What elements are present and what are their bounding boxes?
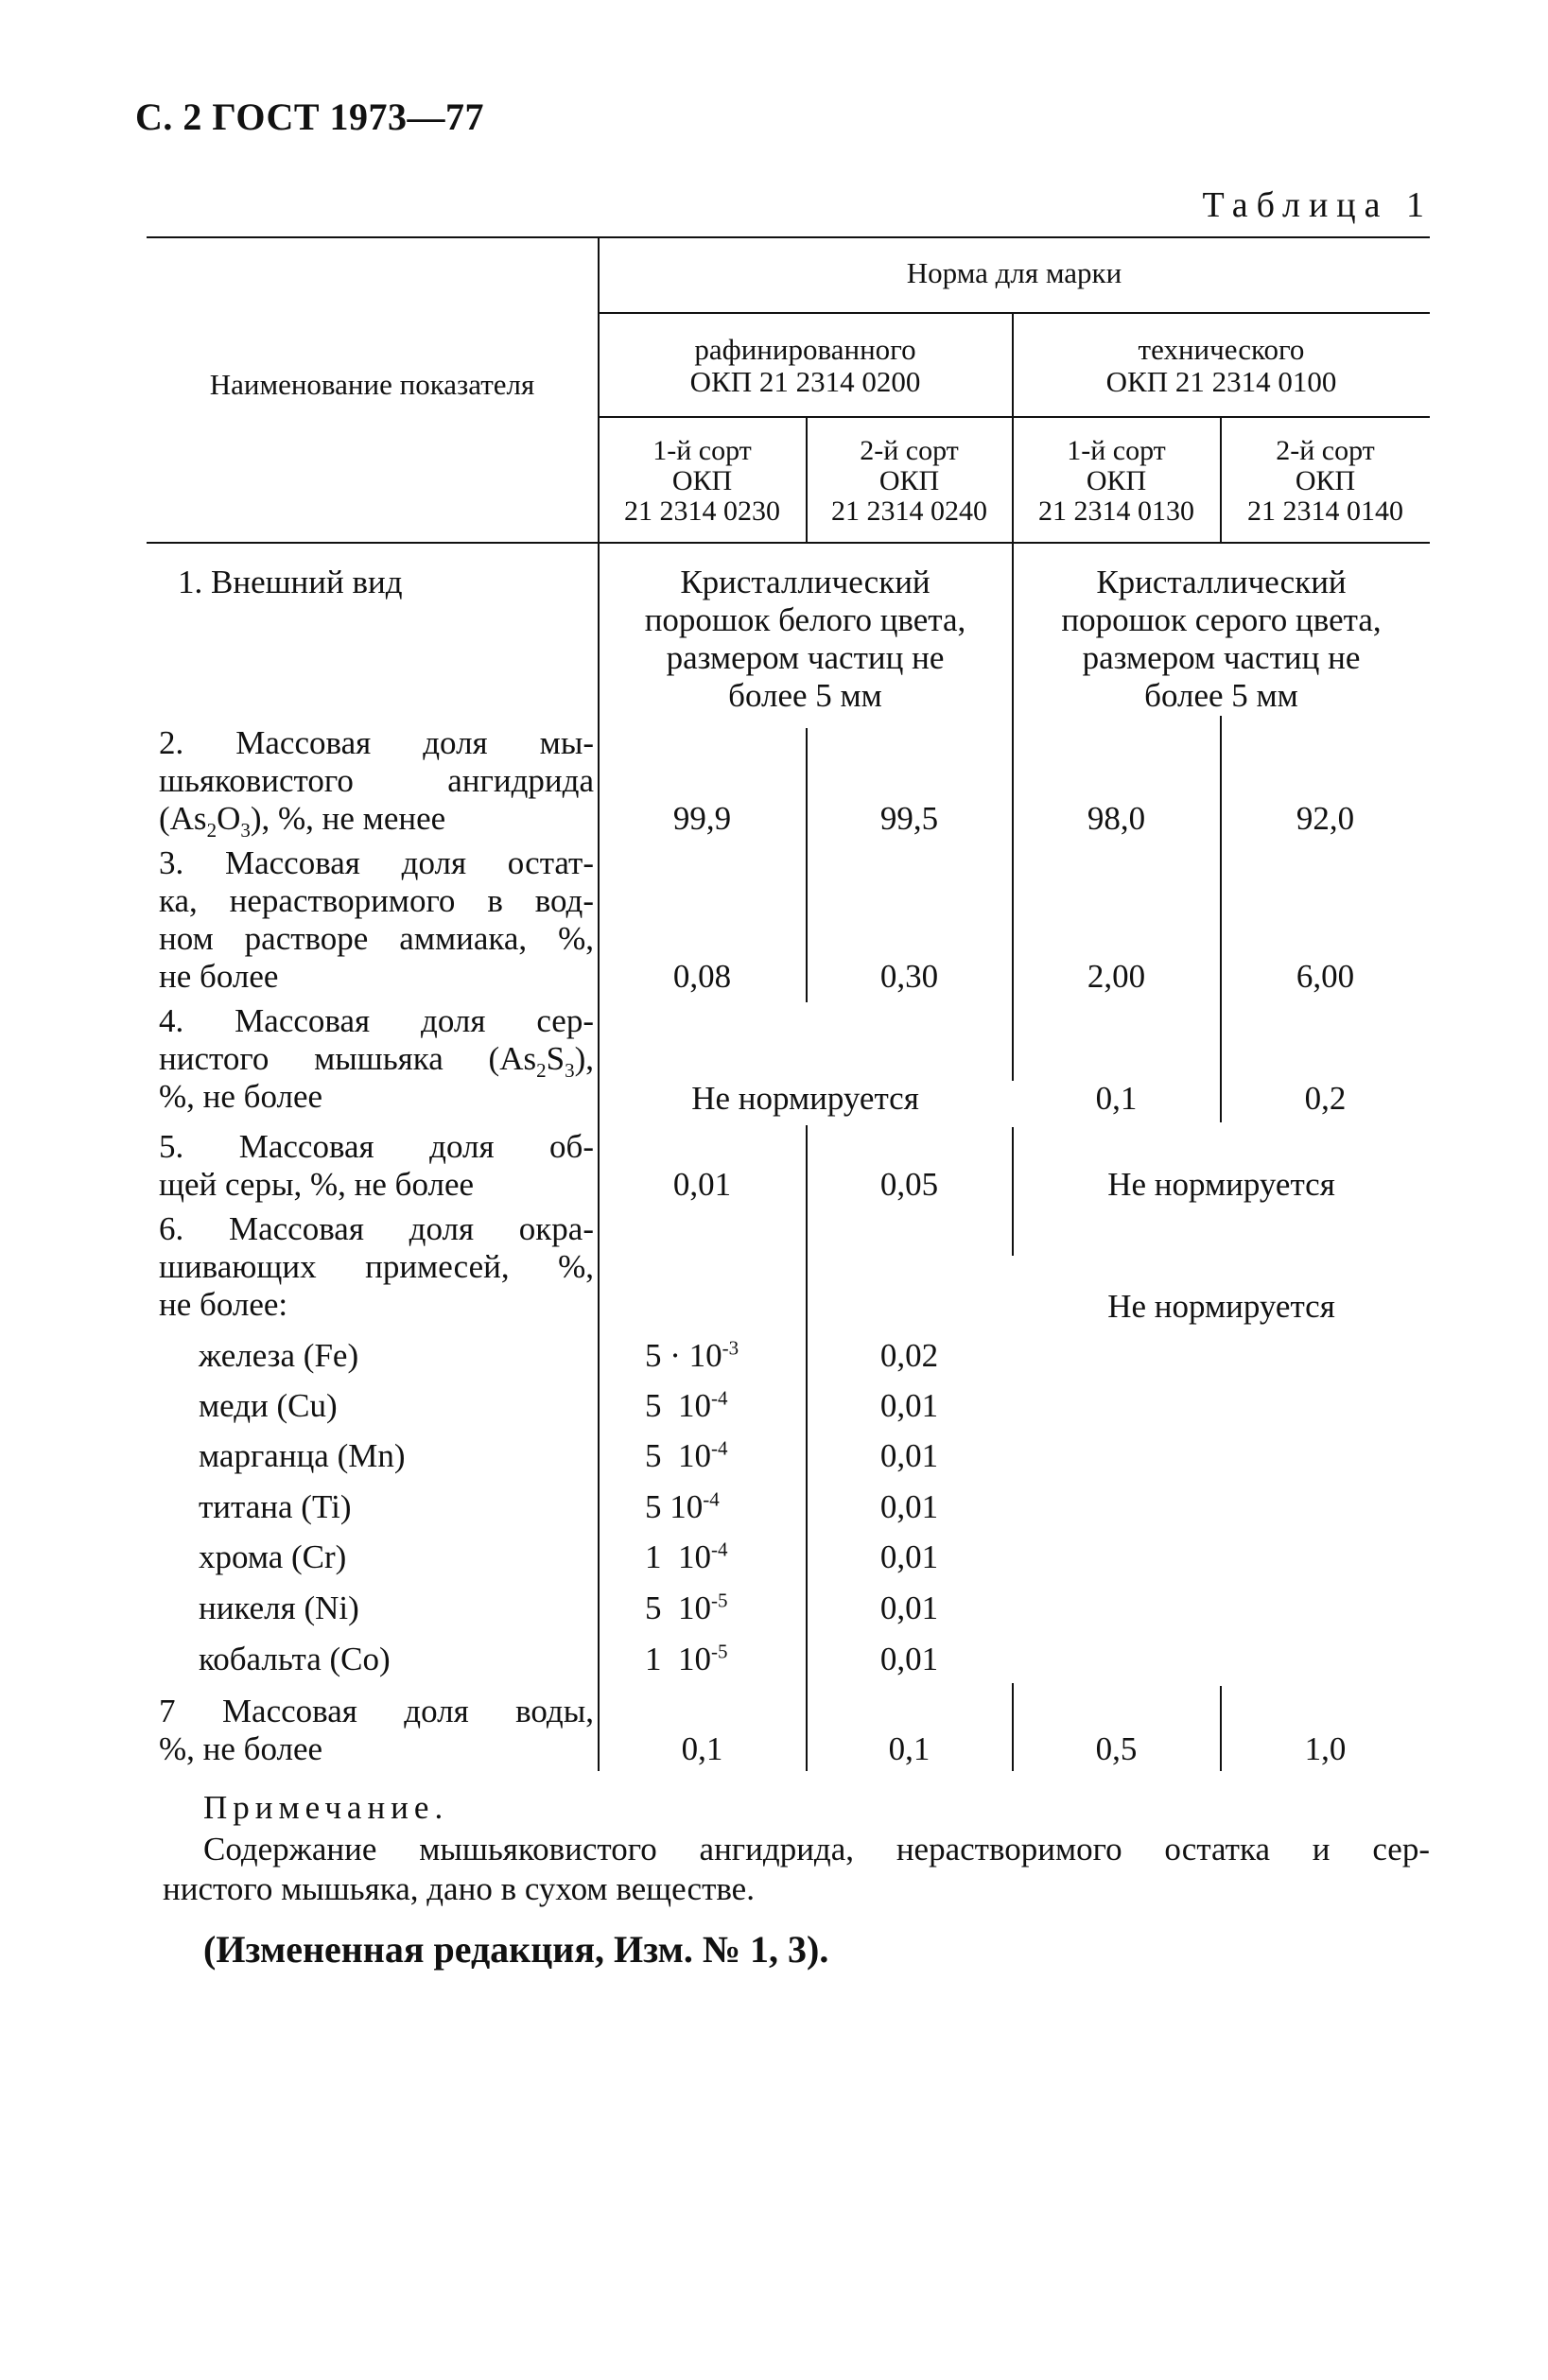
exponent: -4 <box>711 1436 728 1460</box>
subscript: 2 <box>536 1059 547 1082</box>
label-line: 4. Массовая доля сер- <box>159 1002 594 1039</box>
row-7-value: 1,0 <box>1304 1730 1347 1767</box>
technical-brand-header <box>1013 334 1430 398</box>
exponent: -4 <box>711 1386 728 1410</box>
label-part: (As <box>159 800 207 837</box>
row-3-value: 0,30 <box>879 958 939 995</box>
okp-label: ОКП <box>671 465 733 496</box>
row-5-technical-text: Не нормируется <box>1107 1166 1335 1203</box>
label-part: O <box>217 800 241 837</box>
okp-code: 21 2314 0140 <box>1247 495 1403 527</box>
brand-rule <box>599 416 1430 418</box>
refined-brand-okp: ОКП 21 2314 0200 <box>689 365 921 398</box>
mantissa: 5 10 <box>645 1488 704 1525</box>
grade-label: 2-й сорт <box>860 435 959 466</box>
impurity-name: кобальта (Co) <box>199 1641 391 1677</box>
row-4-refined-text: Не нормируется <box>691 1080 919 1117</box>
row-7-label <box>159 1693 594 1768</box>
label-line: шивающих примесей, %, <box>159 1248 594 1285</box>
label-line: ка, нерастворимого в вод- <box>159 882 594 919</box>
row-1-technical-description <box>1013 564 1430 715</box>
row-4-value: 0,1 <box>1095 1080 1138 1117</box>
grade-label: 1-й сорт <box>1067 435 1166 466</box>
label-line <box>159 800 594 842</box>
mantissa: 5 10 <box>645 1590 711 1626</box>
label-line: 7 Массовая доля воды, <box>159 1693 594 1729</box>
mantissa: 5 · 10 <box>645 1337 722 1374</box>
row-5-label <box>159 1128 594 1204</box>
label-line: не более: <box>159 1286 288 1323</box>
row-2-value: 99,9 <box>672 800 732 837</box>
impurity-refined-g1 <box>645 1590 728 1627</box>
impurity-refined-g1 <box>645 1641 728 1678</box>
row-4-label <box>159 1002 594 1116</box>
row-7-value: 0,1 <box>888 1730 931 1767</box>
impurity-refined-g2: 0,01 <box>879 1437 939 1474</box>
description-line: размером частиц не <box>666 639 945 676</box>
mantissa: 5 10 <box>645 1387 711 1424</box>
impurity-refined-g1 <box>645 1337 739 1375</box>
table-caption: Таблица 1 <box>1202 185 1433 225</box>
change-note: (Измененная редакция, Изм. № 1, 3). <box>203 1928 829 1971</box>
mantissa: 5 10 <box>645 1437 711 1474</box>
okp-code: 21 2314 0130 <box>1038 495 1194 527</box>
label-line: 3. Массовая доля остат- <box>159 844 594 881</box>
okp-label: ОКП <box>1086 465 1147 496</box>
impurity-name: хрома (Cr) <box>199 1538 347 1575</box>
refined-brand-header <box>599 334 1012 398</box>
label-line: шьяковистого ангидрида <box>159 762 594 799</box>
exponent: -5 <box>711 1589 728 1612</box>
impurity-refined-g2: 0,01 <box>879 1538 939 1575</box>
impurity-name: никеля (Ni) <box>199 1590 359 1626</box>
impurity-refined-g2: 0,01 <box>879 1488 939 1525</box>
exponent: -4 <box>703 1487 720 1511</box>
row-3-value: 6,00 <box>1296 958 1355 995</box>
grade-label: 2-й сорт <box>1276 435 1375 466</box>
row-2-value: 92,0 <box>1296 800 1355 837</box>
row-3-label <box>159 844 594 996</box>
exponent: -4 <box>711 1537 728 1561</box>
label-line: 5. Массовая доля об- <box>159 1128 594 1165</box>
impurity-refined-g1 <box>645 1387 728 1425</box>
table-top-rule <box>147 236 1430 238</box>
label-line <box>159 1040 594 1082</box>
impurity-refined-g2: 0,01 <box>879 1641 939 1677</box>
impurity-refined-g1 <box>645 1488 720 1526</box>
description-line: размером частиц не <box>1082 639 1361 676</box>
refined-grade1-header <box>599 436 806 527</box>
label-part: S <box>546 1040 565 1077</box>
row-2-value: 98,0 <box>1087 800 1146 837</box>
row-2-label <box>159 724 594 842</box>
impurity-name: меди (Cu) <box>199 1387 338 1424</box>
label-part: ), <box>574 1040 594 1077</box>
label-line: 2. Массовая доля мы- <box>159 724 594 761</box>
okp-code: 21 2314 0240 <box>831 495 987 527</box>
row-4-value: 0,2 <box>1304 1080 1347 1117</box>
description-line: более 5 мм <box>728 677 882 714</box>
label-line: ном растворе аммиака, %, <box>159 920 594 957</box>
impurity-refined-g1 <box>645 1437 728 1475</box>
row-2-value: 99,5 <box>879 800 939 837</box>
technical-grade2-header <box>1221 436 1430 527</box>
refined-brand-name: рафинированного <box>694 333 916 366</box>
impurity-name: титана (Ti) <box>199 1488 352 1525</box>
label-line: не более <box>159 958 279 995</box>
label-part: ), %, не менее <box>250 800 446 837</box>
okp-label: ОКП <box>878 465 940 496</box>
okp-label: ОКП <box>1295 465 1356 496</box>
label-line: %, не более <box>159 1078 323 1115</box>
description-line: Кристаллический <box>680 564 931 600</box>
row-1-label: 1. Внешний вид <box>178 564 403 600</box>
row-5-value: 0,05 <box>879 1166 939 1203</box>
label-part: нистого мышьяка (As <box>159 1040 537 1077</box>
norm-group-header: Норма для марки <box>906 256 1122 289</box>
row-1-refined-description <box>599 564 1012 715</box>
refined-grade2-header <box>807 436 1012 527</box>
description-line: порошок белого цвета, <box>644 601 966 638</box>
row-6-label <box>159 1210 594 1324</box>
mantissa: 1 10 <box>645 1538 711 1575</box>
impurity-refined-g2: 0,01 <box>879 1387 939 1424</box>
impurity-name: марганца (Mn) <box>199 1437 406 1474</box>
body-col-divider <box>598 542 600 1771</box>
description-line: Кристаллический <box>1096 564 1347 600</box>
subscript: 2 <box>206 819 217 842</box>
row-3-value: 2,00 <box>1087 958 1146 995</box>
header-bottom-rule <box>147 542 1430 544</box>
row-6-technical-text: Не нормируется <box>1107 1288 1335 1325</box>
row-5-value: 0,01 <box>672 1166 732 1203</box>
technical-brand-okp: ОКП 21 2314 0100 <box>1105 365 1337 398</box>
subscript: 3 <box>240 819 251 842</box>
impurity-refined-g2: 0,01 <box>879 1590 939 1626</box>
grade-label: 1-й сорт <box>652 435 752 466</box>
note-title: Примечание. <box>203 1789 449 1826</box>
note-text <box>163 1830 1430 1909</box>
subscript: 3 <box>565 1059 575 1082</box>
note-line: нистого мышьяка, дано в сухом веществе. <box>163 1870 755 1907</box>
norm-group-rule <box>599 312 1430 314</box>
description-line: порошок серого цвета, <box>1061 601 1382 638</box>
page-title: С. 2 ГОСТ 1973—77 <box>135 96 485 138</box>
row-7-value: 0,1 <box>681 1730 723 1767</box>
description-line: более 5 мм <box>1144 677 1298 714</box>
body-grade-divider-3 <box>1220 716 1222 1122</box>
row-7-value: 0,5 <box>1095 1730 1138 1767</box>
impurity-name: железа (Fe) <box>199 1337 359 1374</box>
exponent: -5 <box>711 1640 728 1663</box>
okp-code: 21 2314 0230 <box>624 495 780 527</box>
label-line: %, не более <box>159 1730 323 1767</box>
label-line: 6. Массовая доля окра- <box>159 1210 594 1247</box>
label-line: щей серы, %, не более <box>159 1166 475 1203</box>
technical-brand-name: технического <box>1138 333 1305 366</box>
mantissa: 1 10 <box>645 1641 711 1677</box>
impurity-refined-g1 <box>645 1538 728 1576</box>
row-3-value: 0,08 <box>672 958 732 995</box>
impurity-refined-g2: 0,02 <box>879 1337 939 1374</box>
exponent: -3 <box>722 1336 739 1360</box>
indicator-column-header: Наименование показателя <box>209 368 535 401</box>
technical-grade1-header <box>1013 436 1220 527</box>
note-line: Содержание мышьяковистого ангидрида, нерастворимого остатка и сер- <box>203 1831 1430 1868</box>
